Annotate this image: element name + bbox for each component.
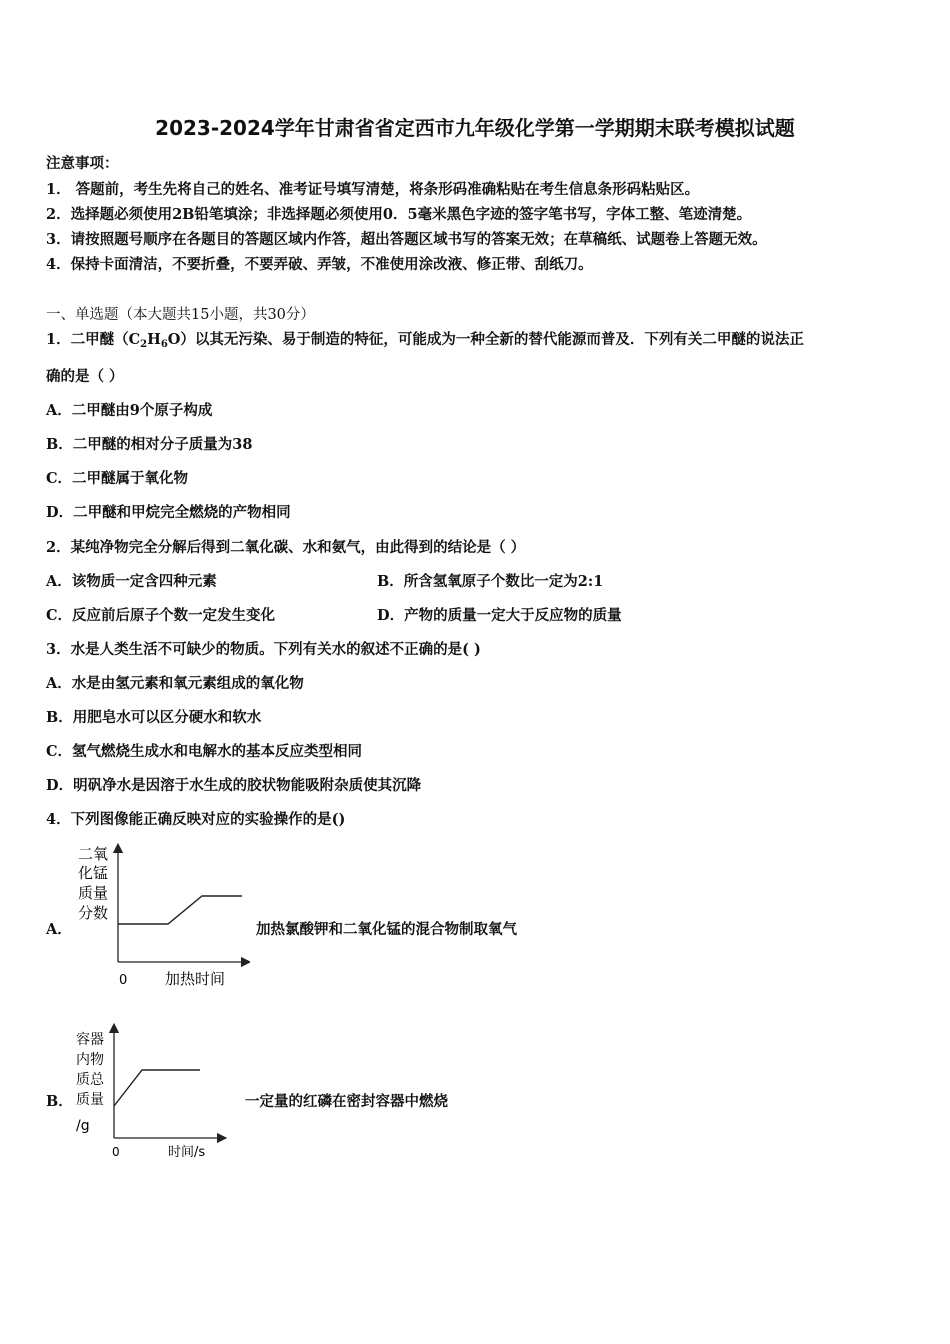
notice-item-4: 4．保持卡面清洁，不要折叠，不要弄破、弄皱，不准使用涂改液、修正带、刮纸刀。 [46, 256, 593, 273]
x-label: 时间/s [168, 1145, 206, 1160]
origin-label: 0 [112, 1145, 120, 1159]
q1-stem-part: O）以其无污染、易于制造的特征，可能成为一种全新的替代能源而普及．下列有关二甲醚的说法正 [167, 331, 804, 348]
y-label-2: 内物 [76, 1052, 104, 1068]
q1-option-c: C．二甲醚属于氧化物 [46, 470, 189, 487]
curve [118, 896, 242, 924]
y-label-4: 分数 [78, 904, 109, 922]
y-label-5: /g [76, 1118, 90, 1134]
y-label-1: 容器 [76, 1032, 104, 1048]
q4-option-a-desc: 加热氯酸钾和二氧化锰的混合物制取氧气 [256, 921, 517, 938]
y-label-2: 化锰 [78, 864, 109, 882]
q1-stem-line2: 确的是（ ） [46, 368, 124, 385]
origin-label: 0 [119, 973, 128, 988]
q1-subscript: 2 [140, 339, 148, 350]
q1-stem-part: 1．二甲醚（C [46, 331, 141, 348]
q4-option-b-desc: 一定量的红磷在密封容器中燃烧 [245, 1093, 448, 1110]
q3-option-a: A．水是由氢元素和氧元素组成的氧化物 [46, 675, 304, 692]
q2-option-c: C．反应前后原子个数一定发生变化 [46, 607, 276, 624]
notice-item-1: 1． 答题前，考生先将自己的姓名、准考证号填写清楚，将条形码准确粘贴在考生信息条形码粘贴区。 [46, 181, 700, 198]
q4-option-a-label: A． [46, 921, 72, 938]
q1-option-a: A．二甲醚由9个原子构成 [46, 402, 213, 419]
notice-heading: 注意事项： [46, 155, 119, 172]
q3-option-c: C．氢气燃烧生成水和电解水的基本反应类型相同 [46, 743, 363, 760]
q1-subscript: 6 [160, 339, 168, 350]
q4-option-b-label: B． [46, 1093, 73, 1110]
q4-stem: 4．下列图像能正确反映对应的实验操作的是() [46, 811, 346, 828]
q2-option-d: D．产物的质量一定大于反应物的质量 [377, 607, 622, 624]
q2-option-b: B．所含氢氧原子个数比一定为2:1 [377, 573, 604, 590]
curve [114, 1070, 200, 1106]
q3-option-d: D．明矾净水是因溶于水生成的胶状物能吸附杂质使其沉降 [46, 777, 422, 794]
y-label-1: 二氧 [78, 845, 109, 863]
exam-title: 2023-2024学年甘肃省省定西市九年级化学第一学期期末联考模拟试题 [155, 116, 795, 140]
y-label-4: 质量 [76, 1092, 104, 1108]
x-label: 加热时间 [165, 970, 226, 988]
q1-option-d: D．二甲醚和甲烷完全燃烧的产物相同 [46, 504, 291, 521]
section-heading: 一、单选题（本大题共15小题，共30分） [46, 307, 315, 323]
q1-option-b: B．二甲醚的相对分子质量为38 [46, 436, 253, 453]
q4-graph-b [70, 1022, 240, 1167]
q3-stem: 3．水是人类生活不可缺少的物质。下列有关水的叙述不正确的是( ) [46, 641, 481, 658]
y-label-3: 质总 [76, 1072, 104, 1088]
y-label-3: 质量 [78, 884, 109, 902]
q4-graph-a [70, 840, 250, 995]
q2-option-a: A．该物质一定含四种元素 [46, 573, 217, 590]
notice-item-3: 3．请按照题号顺序在各题目的答题区域内作答，超出答题区域书写的答案无效；在草稿纸、试题卷上答题无效。 [46, 231, 767, 248]
q1-stem-part: H [147, 331, 161, 348]
notice-item-2: 2．选择题必须使用2B铅笔填涂；非选择题必须使用0．5毫米黑色字迹的签字笔书写，字体工整、笔迹清楚。 [46, 206, 752, 223]
q1-stem [46, 328, 804, 350]
q3-option-b: B．用肥皂水可以区分硬水和软水 [46, 709, 262, 726]
q2-stem: 2．某纯净物完全分解后得到二氧化碳、水和氨气，由此得到的结论是（ ） [46, 539, 526, 556]
